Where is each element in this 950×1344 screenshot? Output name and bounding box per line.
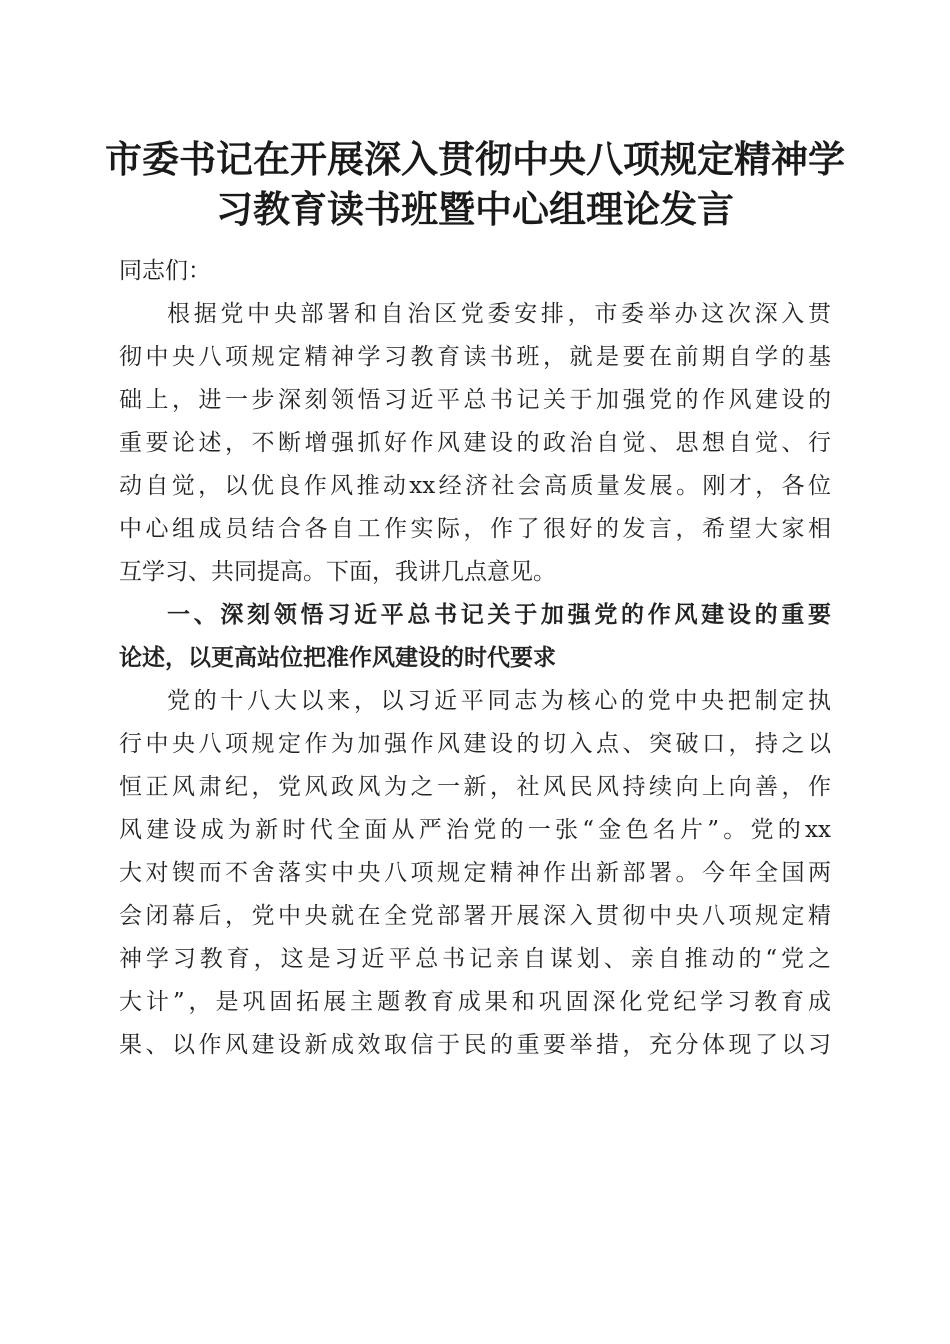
paragraph-line: 大对锲而不舍落实中央八项规定精神作出新部署。今年全国两 xyxy=(119,860,831,886)
paragraph-line: 党的十八大以来，以习近平同志为核心的党中央把制定执 xyxy=(167,688,831,714)
section-heading-line: 论述，以更高站位把准作风建设的时代要求 xyxy=(119,645,556,671)
paragraph-line: 神学习教育，这是习近平总书记亲自谋划、亲自推动的“党之 xyxy=(119,946,831,972)
paragraph-line: 行中央八项规定作为加强作风建设的切入点、突破口，持之以 xyxy=(119,731,831,757)
paragraph-line: 础上，进一步深刻领悟习近平总书记关于加强党的作风建设的 xyxy=(119,387,831,413)
paragraph-line: 大计”，是巩固拓展主题教育成果和巩固深化党纪学习教育成 xyxy=(119,989,831,1015)
paragraph-line: 彻中央八项规定精神学习教育读书班，就是要在前期自学的基 xyxy=(119,344,831,370)
title-line-2: 习教育读书班暨中心组理论发言 xyxy=(216,187,734,231)
section-heading-line: 一、深刻领悟习近平总书记关于加强党的作风建设的重要 xyxy=(167,602,831,628)
paragraph-line: 会闭幕后，党中央就在全党部署开展深入贯彻中央八项规定精 xyxy=(119,903,831,929)
title-line-1: 市委书记在开展深入贯彻中央八项规定精神学 xyxy=(105,137,845,181)
paragraph-line: 风建设成为新时代全面从严治党的一张“金色名片”。党的xx xyxy=(119,817,831,843)
paragraph-line: 互学习、共同提高。下面，我讲几点意见。 xyxy=(119,559,556,585)
paragraph-line: 根据党中央部署和自治区党委安排，市委举办这次深入贯 xyxy=(167,301,831,327)
paragraph-line: 果、以作风建设新成效取信于民的重要举措，充分体现了以习 xyxy=(119,1032,831,1058)
paragraph-line: 动自觉，以优良作风推动xx经济社会高质量发展。刚才，各位 xyxy=(119,473,831,499)
document-body xyxy=(119,250,831,1067)
paragraph-line: 重要论述，不断增强抓好作风建设的政治自觉、思想自觉、行 xyxy=(119,430,831,456)
paragraph-line: 同志们： xyxy=(119,258,211,284)
document-title xyxy=(100,134,850,234)
paragraph-line: 恒正风肃纪，党风政风为之一新，社风民风持续向上向善，作 xyxy=(119,774,831,800)
paragraph-line: 中心组成员结合各自工作实际，作了很好的发言，希望大家相 xyxy=(119,516,831,542)
